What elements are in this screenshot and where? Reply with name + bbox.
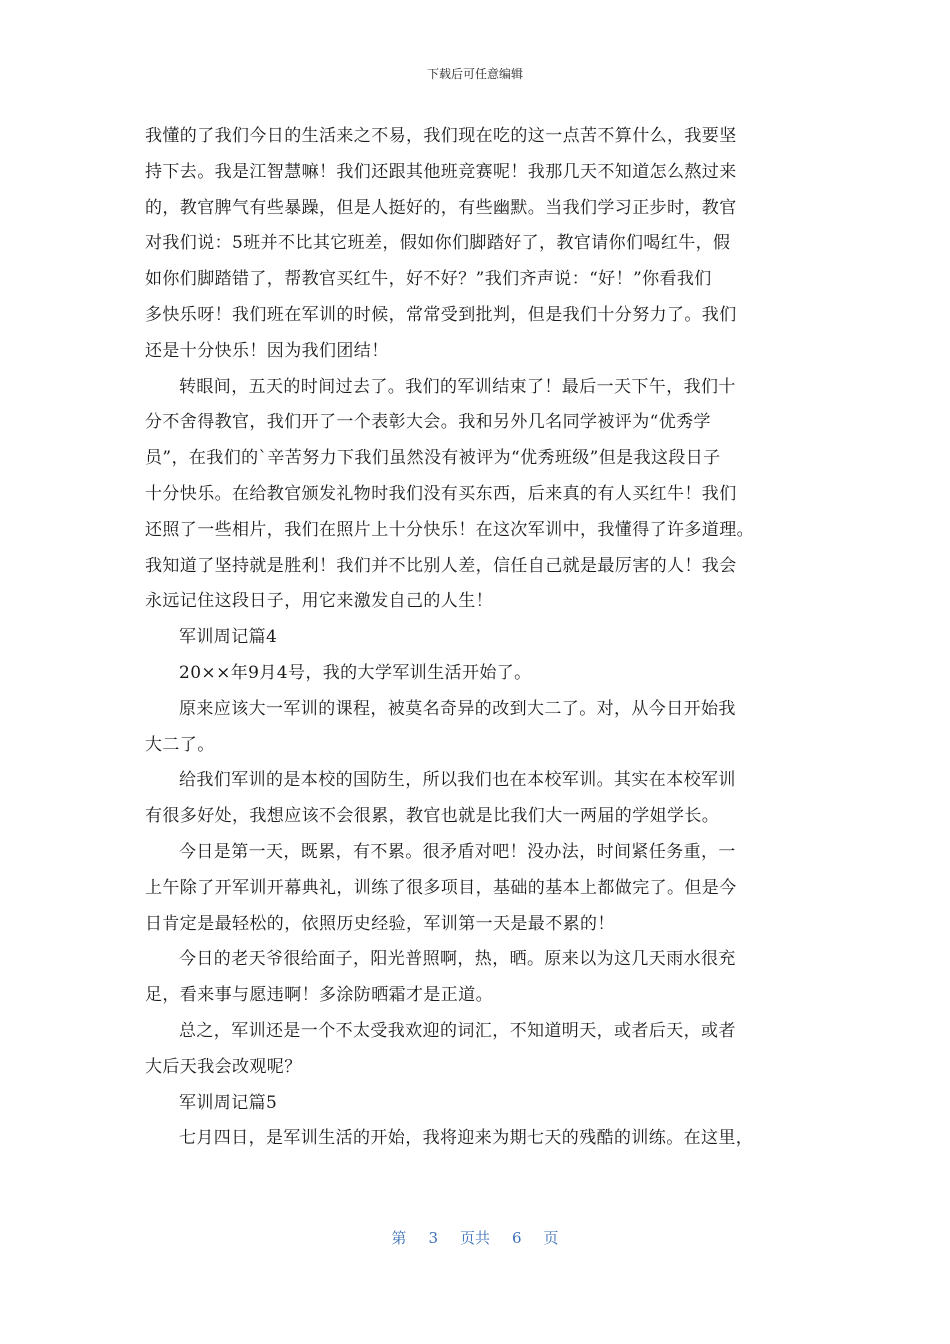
document-body [145,119,805,1157]
text-line: 大二了。 [145,734,215,755]
text-line: 日肯定是最轻松的，依照历史经验，军训第一天是最不累的！ [145,913,615,934]
page-header: 下载后可任意编辑 [426,67,523,81]
text-line: 七月四日，是军训生活的开始，我将迎来为期七天的残酷的训练。在这里， [179,1128,754,1149]
text-line: 今日是第一天，既累，有不累。很矛盾对吧！没办法，时间紧任务重，一 [179,841,736,862]
text-line: 还是十分快乐！因为我们团结！ [145,340,389,361]
text-line: 的，教官脾气有些暴躁，但是人挺好的，有些幽默。当我们学习正步时，教官 [145,197,737,218]
text-line: 军训周记篇4 [179,627,278,648]
text-line: 多快乐呀！我们班在军训的时候，常常受到批判，但是我们十分努力了。我们 [145,304,737,325]
text-line: 总之，军训还是一个不太受我欢迎的词汇，不知道明天，或者后天，或者 [179,1020,736,1041]
text-line: 还照了一些相片，我们在照片上十分快乐！在这次军训中，我懂得了许多道理。 [145,519,754,540]
text-line: 上午除了开军训开幕典礼，训练了很多项目，基础的基本上都做完了。但是今 [145,877,737,898]
footer-total-pages: 6 [512,1229,522,1247]
text-line: 十分快乐。在给教官颁发礼物时我们没有买东西，后来真的有人买红牛！我们 [145,483,737,504]
footer-middle: 页共 [459,1229,490,1247]
text-line: 20××年9月4号，我的大学军训生活开始了。 [179,662,532,683]
text-line: 军训周记篇5 [179,1092,278,1113]
text-line: 如你们脚踏错了，帮教官买红牛，好不好？”我们齐声说：“好！”你看我们 [145,269,712,290]
text-line: 今日的老天爷很给面子，阳光普照啊，热，晒。原来以为这几天雨水很充 [179,949,736,970]
text-line: 大后天我会改观呢？ [145,1056,302,1077]
text-line: 转眼间，五天的时间过去了。我们的军训结束了！最后一天下午，我们十 [179,376,736,397]
text-line: 有很多好处，我想应该不会很累，教官也就是比我们大一两届的学姐学长。 [145,806,720,827]
page-footer [0,1228,950,1248]
text-line: 永远记住这段日子，用它来激发自己的人生！ [145,591,493,612]
footer-prefix: 第 [391,1229,407,1247]
footer-suffix: 页 [543,1229,559,1247]
text-line: 员”，在我们的`辛苦努力下我们虽然没有被评为“优秀班级”但是我这段日子 [145,448,721,469]
text-line: 给我们军训的是本校的国防生，所以我们也在本校军训。其实在本校军训 [179,770,736,791]
text-line: 我懂的了我们今日的生活来之不易，我们现在吃的这一点苦不算什么，我要坚 [145,126,737,146]
text-line: 持下去。我是江智慧嘛！我们还跟其他班竞赛呢！我那几天不知道怎么熬过来 [145,161,737,182]
text-line: 我知道了坚持就是胜利！我们并不比别人差，信任自己就是最厉害的人！我会 [145,555,737,576]
footer-page-number: 3 [428,1229,438,1247]
text-line: 分不舍得教官，我们开了一个表彰大会。我和另外几名同学被评为“优秀学 [145,412,711,433]
text-line: 对我们说：5班并不比其它班差，假如你们脚踏好了，教官请你们喝红牛，假 [145,233,731,254]
text-line: 原来应该大一军训的课程，被莫名奇异的改到大二了。对，从今日开始我 [179,698,736,719]
text-line: 足，看来事与愿违啊！多涂防晒霜才是正道。 [145,985,493,1006]
